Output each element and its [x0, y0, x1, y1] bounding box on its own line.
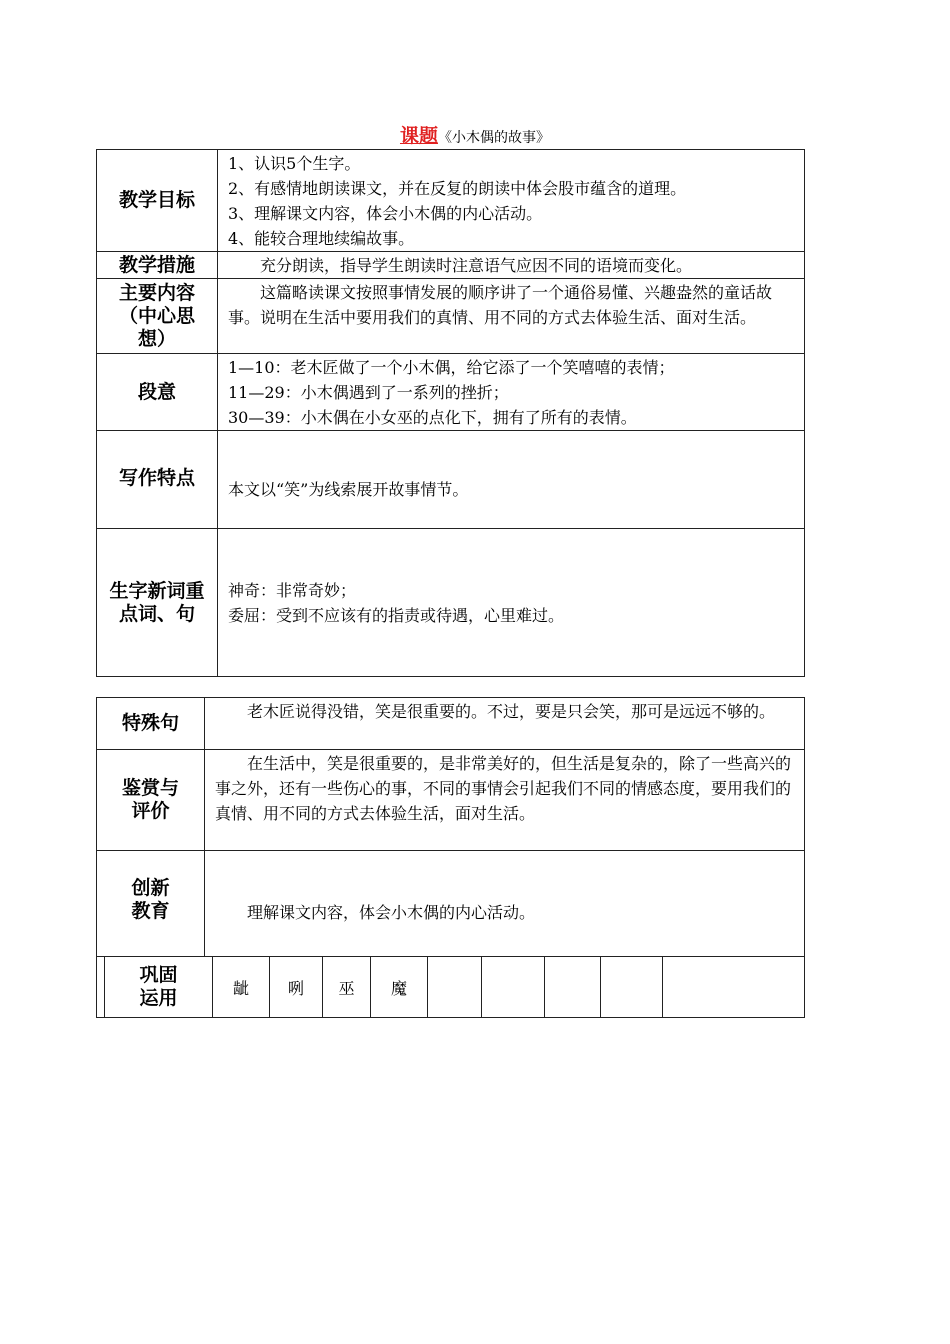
special-content: 老木匠说得没错，笑是很重要的。不过，要是只会笑，那可是远远不够的。: [205, 698, 805, 750]
innovate-header: 创新教育: [97, 851, 205, 957]
row-special: [97, 698, 805, 750]
practice-char: [545, 957, 601, 1018]
goal-line: 1、认识5个生字。: [228, 154, 361, 173]
word-line: 委屈：受到不应该有的指责或待遇，心里难过。: [228, 606, 565, 625]
paragraph-line: 1—10：老木匠做了一个小木偶，给它添了一个笑嘻嘻的表情；: [228, 358, 675, 377]
main-content-header: 主要内容（中心思想）: [97, 279, 218, 354]
special-header: 特殊句: [97, 698, 205, 750]
appreciation-table: [96, 697, 805, 957]
measures-header: 教学措施: [97, 252, 218, 279]
main-content-text: 这篇略读课文按照事情发展的顺序讲了一个通俗易懂、兴趣盎然的童话故事。说明在生活中要用我们的真情、用不同的方式去体验生活、面对生活。: [218, 279, 805, 354]
words-header: 生字新词重点词、句: [97, 529, 218, 677]
practice-table: [104, 956, 805, 1018]
row-writing: [97, 431, 805, 529]
practice-char: [482, 957, 545, 1018]
paragraphs-header: 段意: [97, 354, 218, 431]
practice-char: 咧: [270, 957, 323, 1018]
practice-header: 巩固运用: [105, 957, 213, 1018]
row-paragraphs: [97, 354, 805, 431]
words-content: [218, 529, 805, 677]
goal-line: 4、能较合理地续编故事。: [228, 229, 415, 248]
row-goals: [97, 150, 805, 252]
appreciate-content: 在生活中，笑是很重要的，是非常美好的，但生活是复杂的，除了一些高兴的事之外，还有一些伤心的事，不同的事情会引起我们不同的情感态度，要用我们的真情、用不同的方式去体验生活，面对生活。: [205, 750, 805, 851]
practice-char: 巫: [323, 957, 371, 1018]
lesson-plan-table: [96, 149, 805, 677]
row-main-content: [97, 279, 805, 354]
measures-content: 充分朗读，指导学生朗读时注意语气应因不同的语境而变化。: [218, 252, 805, 279]
writing-header: 写作特点: [97, 431, 218, 529]
practice-char: [428, 957, 482, 1018]
row-appreciate: [97, 750, 805, 851]
practice-char: 龇: [213, 957, 270, 1018]
practice-char: [601, 957, 663, 1018]
practice-char: [663, 957, 805, 1018]
row-words: [97, 529, 805, 677]
paragraph-line: 11—29：小木偶遇到了一系列的挫折；: [228, 383, 509, 402]
row-measures: [97, 252, 805, 279]
title-name: 《小木偶的故事》: [438, 130, 550, 146]
paragraphs-content: [218, 354, 805, 431]
row-practice: [105, 957, 805, 1018]
innovate-content: 理解课文内容，体会小木偶的内心活动。: [205, 851, 805, 957]
goals-content: [218, 150, 805, 252]
lesson-title: [0, 126, 950, 148]
goal-line: 3、理解课文内容，体会小木偶的内心活动。: [228, 204, 543, 223]
table-edge: [96, 956, 97, 1018]
goals-header: 教学目标: [97, 150, 218, 252]
title-label: 课题: [399, 125, 438, 147]
appreciate-header: 鉴赏与评价: [97, 750, 205, 851]
practice-char: 魔: [371, 957, 428, 1018]
writing-content: 本文以“笑”为线索展开故事情节。: [218, 431, 805, 529]
paragraph-line: 30—39：小木偶在小女巫的点化下，拥有了所有的表情。: [228, 408, 637, 427]
row-innovate: [97, 851, 805, 957]
word-line: 神奇：非常奇妙；: [228, 581, 357, 600]
goal-line: 2、有感情地朗读课文，并在反复的朗读中体会股市蕴含的道理。: [228, 179, 687, 198]
